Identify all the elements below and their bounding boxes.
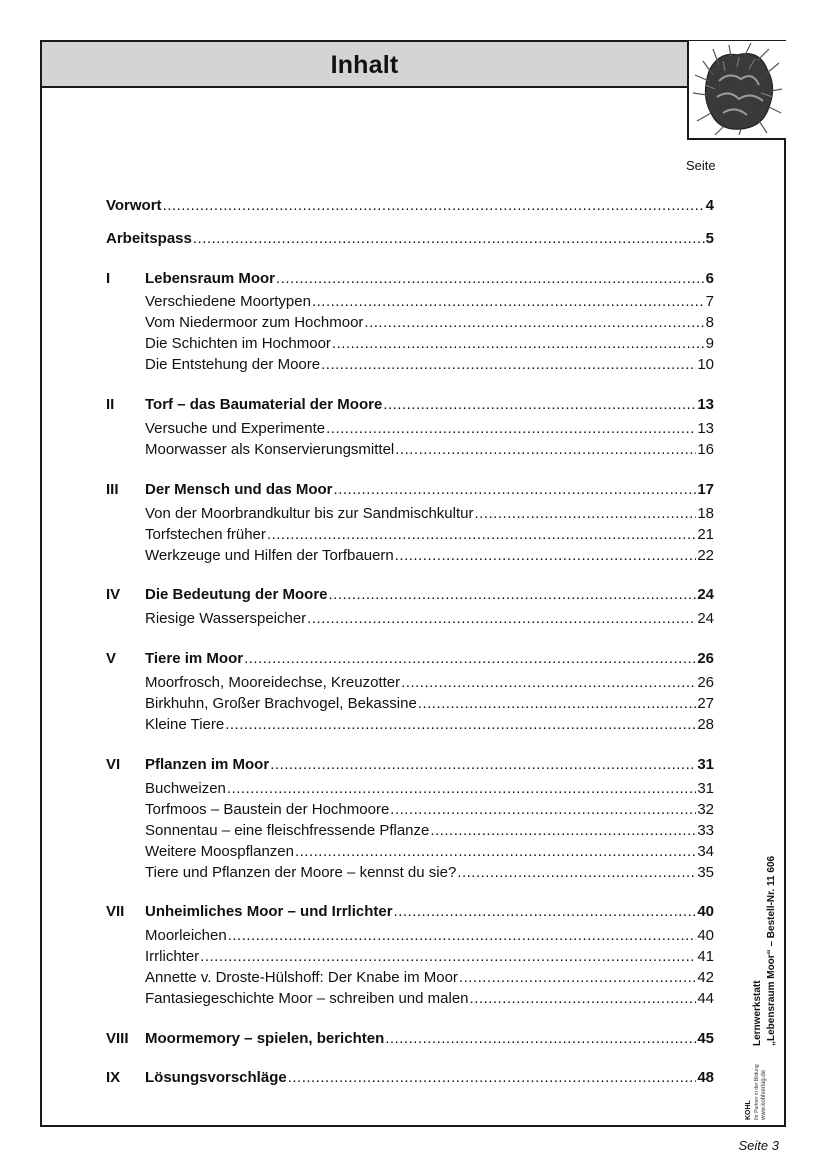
toc-entry-title: Unheimliches Moor – und Irrlichter [145,903,393,920]
toc-entry-title: Vorwort [106,197,162,214]
toc-subsection-row [145,822,714,840]
toc-dot-leader [276,270,705,288]
toc-dot-leader [394,903,697,921]
toc-chapter-number: I [106,270,111,287]
toc-dot-leader [227,780,696,798]
toc-entry-page: 44 [697,990,714,1007]
sidebar-publisher [742,830,802,1130]
toc-subsection-row [145,843,714,861]
toc-entry-page: 26 [697,650,714,667]
toc-entry-title: Von der Moorbrandkultur bis zur Sandmischkultur [145,505,474,522]
toc-dot-leader [321,356,696,374]
toc-dot-leader [332,335,705,353]
toc-chapter-row [145,1030,714,1048]
toc-dot-leader [364,314,704,332]
toc-entry-title: Tiere und Pflanzen der Moore – kennst du sie? [145,864,457,881]
toc-entry-page: 4 [705,197,714,214]
toc-entry-page: 13 [697,420,714,437]
toc-entry-title: Die Bedeutung der Moore [145,586,328,603]
toc-dot-leader [200,948,696,966]
toc-dot-leader [459,969,696,987]
toc-entry-page: 18 [697,505,714,522]
toc-subsection-row [145,780,714,798]
toc-entry-title: Torfstechen früher [145,526,266,543]
toc-entry-title: Lebensraum Moor [145,270,276,287]
toc-subsection-row [145,526,714,544]
toc-dot-leader [193,230,705,248]
toc-entry-page: 22 [697,547,714,564]
toc-dot-leader [307,610,696,628]
toc-dot-leader [457,864,696,882]
toc-dot-leader [470,990,697,1008]
toc-entry-title: Weitere Moospflanzen [145,843,294,860]
toc-entry-title: Der Mensch und das Moor [145,481,333,498]
publisher-name: KOHL [745,1100,752,1120]
publisher-url: www.kohlverlag.de [761,1069,767,1120]
toc-entry-page: 33 [697,822,714,839]
toc-chapter-row [145,586,714,604]
toc-entry-page: 45 [697,1030,714,1047]
toc-entry-page: 24 [697,586,714,603]
title-bar [42,42,687,88]
toc-subsection-row [145,969,714,987]
toc-entry-page: 27 [697,695,714,712]
toc-entry-title: Die Schichten im Hochmoor [145,335,331,352]
toc-dot-leader [395,441,696,459]
toc-entry-page: 7 [705,293,714,310]
toc-entry-page: 28 [697,716,714,733]
toc-entry-page: 40 [697,927,714,944]
toc-entry-page: 5 [705,230,714,247]
toc-entry-page: 13 [697,396,714,413]
sidebar-series: Lernwerkstatt [752,980,763,1046]
toc-entry-page: 8 [705,314,714,331]
toc-entry-title: Verschiedene Moortypen [145,293,311,310]
toc-chapter-row [145,270,714,288]
toc-entry-page: 26 [697,674,714,691]
toc-entry-title: Vom Niedermoor zum Hochmoor [145,314,364,331]
publisher-logo-area [742,830,802,1130]
toc-dot-leader [329,586,697,604]
toc-entry-page: 10 [697,356,714,373]
toc-entry-page: 9 [705,335,714,352]
toc-subsection-row [145,801,714,819]
publisher-sub: Ihr Partner in der Bildung [754,1064,760,1120]
footer-page-number: Seite 3 [738,1138,779,1153]
toc-entry-page: 21 [697,526,714,543]
toc-chapter-number: IX [106,1069,121,1086]
toc-dot-leader [267,526,696,544]
toc-chapter-row [145,1069,714,1087]
toc-subsection-row [145,441,714,459]
toc-entry-page: 35 [697,864,714,881]
toc-entry-page: 6 [705,270,714,287]
toc-dot-leader [395,547,697,565]
toc-entry-title: Versuche und Experimente [145,420,326,437]
toc-entry-page: 31 [697,756,714,773]
toc-subsection-row [145,927,714,945]
toc-dot-leader [430,822,696,840]
toc-subsection-row [145,716,714,734]
toc-dot-leader [390,801,696,819]
toc-entry-page: 24 [697,610,714,627]
toc-entry-title: Tiere im Moor [145,650,244,667]
toc-subsection-row [145,293,714,311]
toc-entry-title: Torf – das Baumaterial der Moore [145,396,383,413]
toc-entry-title: Fantasiegeschichte Moor – schreiben und malen [145,990,469,1007]
toc-dot-leader [383,396,696,414]
toc-chapter-number: VII [106,903,125,920]
toc-entry-page: 48 [697,1069,714,1086]
toc-dot-leader [326,420,696,438]
toc-dot-leader [385,1030,696,1048]
toc-dot-leader [401,674,696,692]
toc-subsection-row [145,335,714,353]
toc-subsection-row [145,990,714,1008]
toc-chapter-number: VIII [106,1030,129,1047]
toc-entry-title: Lösungsvorschläge [145,1069,287,1086]
toc-chapter-number: IV [106,586,121,603]
toc-dot-leader [270,756,696,774]
toc-chapter-row [145,756,714,774]
toc-dot-leader [312,293,705,311]
toc-dot-leader [418,695,697,713]
toc-dot-leader [228,927,697,945]
page-title: Inhalt [330,50,399,79]
toc-dot-leader [244,650,696,668]
toc-entry-title: Moorleichen [145,927,227,944]
toc-subsection-row [145,674,714,692]
toc-entry-title: Annette v. Droste-Hülshoff: Der Knabe im Moor [145,969,458,986]
toc-subsection-row [145,948,714,966]
toc-chapter-row [145,903,714,921]
toc-entry-title: Riesige Wasserspeicher [145,610,307,627]
toc-entry-title: Pflanzen im Moor [145,756,270,773]
moss-image [687,41,786,140]
toc-entry-page: 17 [697,481,714,498]
toc-chapter-number: II [106,396,115,413]
toc-entry-page: 42 [697,969,714,986]
toc-entry-title: Torfmoos – Baustein der Hochmoore [145,801,390,818]
toc-entry-title: Sonnentau – eine fleischfressende Pflanze [145,822,430,839]
toc-dot-leader [288,1069,697,1087]
toc-subsection-row [145,420,714,438]
toc-chapter-number: VI [106,756,121,773]
toc-entry-page: 34 [697,843,714,860]
toc-chapter-number: III [106,481,119,498]
toc-subsection-row [145,356,714,374]
toc-entry-page: 32 [697,801,714,818]
toc-entry-title: Kleine Tiere [145,716,225,733]
toc-entry-page: 31 [697,780,714,797]
sidebar-order: „Lebensraum Moor“ – Bestell-Nr. 11 606 [766,855,777,1046]
toc-subsection-row [145,610,714,628]
toc-entry-title: Irrlichter [145,948,200,965]
toc-chapter-number: V [106,650,117,667]
toc-chapter-row [145,650,714,668]
toc-dot-leader [475,505,697,523]
moss-illustration [689,41,784,136]
toc-subsection-row [145,695,714,713]
toc-entry-title: Moorfrosch, Mooreidechse, Kreuzotter [145,674,401,691]
toc-chapter-row [145,481,714,499]
toc-entry-title: Birkhuhn, Großer Brachvogel, Bekassine [145,695,417,712]
toc-dot-leader [295,843,696,861]
toc-dot-leader [163,197,705,215]
toc-entry-page: 41 [697,948,714,965]
toc-entry-page: 40 [697,903,714,920]
toc-chapter-row [145,396,714,414]
page-column-header: Seite [686,158,716,173]
toc-chapter-row [106,197,714,215]
toc-dot-leader [225,716,696,734]
toc-entry-title: Werkzeuge und Hilfen der Torfbauern [145,547,394,564]
toc-entry-page: 16 [697,441,714,458]
toc-chapter-row [106,230,714,248]
toc-entry-title: Arbeitspass [106,230,192,247]
toc-entry-title: Buchweizen [145,780,226,797]
toc-subsection-row [145,505,714,523]
toc-entry-title: Die Entstehung der Moore [145,356,321,373]
toc-subsection-row [145,314,714,332]
toc-subsection-row [145,864,714,882]
toc-entry-title: Moorwasser als Konservierungsmittel [145,441,395,458]
toc-entry-title: Moormemory – spielen, berichten [145,1030,385,1047]
toc-subsection-row [145,547,714,565]
toc-dot-leader [334,481,697,499]
